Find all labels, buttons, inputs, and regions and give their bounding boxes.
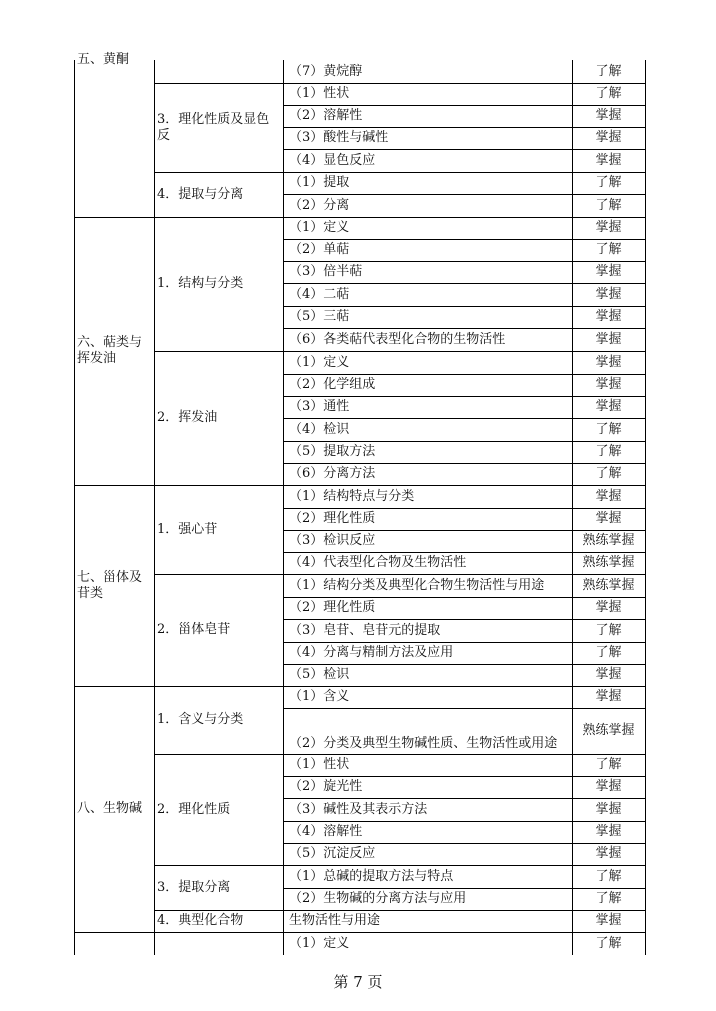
level-cell: 掌握 (595, 488, 622, 504)
topic-cell: 4．典型化合物 (157, 913, 244, 928)
table-vline (154, 60, 155, 955)
row-divider (283, 485, 646, 486)
level-cell: 掌握 (595, 331, 622, 347)
level-cell: 掌握 (595, 824, 622, 839)
topic-cell: 1．含义与分类 (157, 712, 244, 727)
level-cell: 了解 (595, 891, 622, 906)
item-cell: （2）理化性质 (289, 511, 376, 526)
item-cell: （2）旋光性 (289, 779, 363, 794)
row-divider (283, 821, 646, 822)
row-divider (283, 754, 646, 755)
topic-divider (154, 865, 283, 866)
topic-cell: 1．结构与分类 (157, 276, 244, 291)
topic-divider (154, 83, 283, 84)
item-cell: （5）检识 (289, 667, 350, 682)
topic-cell: 2．理化性质 (157, 801, 231, 817)
row-divider (283, 418, 646, 419)
item-cell: （5）沉淀反应 (289, 846, 376, 861)
section-cell: 七、甾体及 苷类 (77, 569, 143, 601)
level-cell: 熟练掌握 (582, 555, 635, 570)
item-cell: （2）生物碱的分离方法与应用 (289, 891, 467, 906)
item-cell: （2）分类及典型生物碱性质、生物活性或用途 (289, 736, 558, 751)
item-cell: （4）检识 (289, 421, 350, 437)
item-cell: （5）三萜 (289, 309, 350, 324)
item-cell: （3）通性 (289, 399, 350, 414)
level-cell: 掌握 (595, 354, 622, 370)
section-divider (74, 217, 154, 218)
item-cell: （7）黄烷醇 (289, 63, 363, 79)
row-divider (283, 642, 646, 643)
item-cell: （1）结构分类及典型化合物生物活性与用途 (289, 577, 545, 593)
item-cell: （1）定义 (289, 220, 350, 235)
level-cell: 熟练掌握 (582, 533, 635, 548)
topic-divider (154, 172, 283, 173)
item-cell: （2）化学组成 (289, 377, 376, 392)
item-cell: 生物活性与用途 (289, 913, 381, 928)
item-cell: （5）提取方法 (289, 444, 376, 459)
item-cell: （1）定义 (289, 354, 350, 370)
row-divider (283, 283, 646, 284)
row-divider (283, 396, 646, 397)
row-divider (283, 619, 646, 620)
level-cell: 了解 (595, 444, 622, 459)
topic-divider (154, 754, 283, 755)
topic-divider (154, 485, 283, 486)
level-cell: 掌握 (595, 779, 622, 794)
level-cell: 掌握 (595, 130, 622, 145)
item-cell: （4）代表型化合物及生物活性 (289, 555, 467, 570)
section-cell: 六、萜类与 挥发油 (77, 335, 143, 366)
topic-divider (154, 932, 283, 933)
level-cell: 了解 (595, 645, 622, 660)
row-divider (283, 306, 646, 307)
level-cell: 熟练掌握 (582, 723, 635, 738)
item-cell: （6）分离方法 (289, 466, 376, 481)
item-cell: （3）碱性及其表示方法 (289, 801, 428, 817)
item-cell: （2）分离 (289, 197, 350, 213)
level-cell: 掌握 (595, 689, 622, 704)
topic-divider (154, 574, 283, 575)
level-cell: 掌握 (595, 220, 622, 235)
level-cell: 掌握 (595, 846, 622, 861)
item-cell: （1）定义 (289, 935, 350, 951)
topic-cell: 3．理化性质及显色 反 (157, 111, 270, 143)
item-cell: （6）各类萜代表型化合物的生物活性 (289, 331, 506, 347)
section-cell: 五、黄酮 (77, 52, 130, 67)
row-divider (283, 149, 646, 150)
item-cell: （1）性状 (289, 86, 350, 101)
topic-cell: 3．提取分离 (157, 879, 231, 895)
section-divider (74, 485, 154, 486)
row-divider (283, 530, 646, 531)
item-cell: （2）单萜 (289, 242, 350, 257)
item-cell: （3）皂苷、皂苷元的提取 (289, 622, 441, 638)
row-divider (283, 932, 646, 933)
row-divider (283, 217, 646, 218)
level-cell: 了解 (595, 421, 622, 437)
topic-cell: 2．挥发油 (157, 410, 218, 425)
item-cell: （3）倍半萜 (289, 264, 363, 279)
topic-divider (154, 686, 283, 687)
row-divider (283, 843, 646, 844)
table-vline (74, 60, 75, 955)
level-cell: 掌握 (595, 801, 622, 817)
section-divider (74, 686, 154, 687)
level-cell: 熟练掌握 (582, 577, 635, 593)
item-cell: （1）性状 (289, 757, 350, 772)
row-divider (283, 463, 646, 464)
level-cell: 了解 (595, 242, 622, 257)
row-divider (283, 776, 646, 777)
topic-divider (154, 910, 283, 911)
row-divider (283, 172, 646, 173)
row-divider (283, 686, 646, 687)
item-cell: （1）结构特点与分类 (289, 488, 415, 504)
row-divider (283, 351, 646, 352)
level-cell: 掌握 (595, 399, 622, 414)
row-divider (283, 261, 646, 262)
level-cell: 掌握 (595, 309, 622, 324)
item-cell: （2）理化性质 (289, 600, 376, 615)
row-divider (283, 910, 646, 911)
section-cell: 八、生物碱 (77, 801, 143, 816)
level-cell: 了解 (595, 63, 622, 79)
row-divider (283, 83, 646, 84)
row-divider (283, 239, 646, 240)
row-divider (283, 105, 646, 106)
item-cell: （4）二萜 (289, 286, 350, 302)
level-cell: 掌握 (595, 913, 622, 928)
level-cell: 掌握 (595, 108, 622, 123)
level-cell: 了解 (595, 175, 622, 190)
level-cell: 了解 (595, 868, 622, 884)
page-number: 第 7 页 (333, 973, 383, 991)
row-divider (283, 127, 646, 128)
level-cell: 了解 (595, 935, 622, 951)
level-cell: 了解 (595, 757, 622, 772)
topic-cell: 1．强心苷 (157, 521, 218, 537)
topic-divider (154, 217, 283, 218)
row-divider (283, 194, 646, 195)
level-cell: 了解 (595, 197, 622, 213)
row-divider (283, 574, 646, 575)
level-cell: 掌握 (595, 286, 622, 302)
row-divider (283, 664, 646, 665)
level-cell: 了解 (595, 86, 622, 101)
level-cell: 掌握 (595, 264, 622, 279)
row-divider (283, 508, 646, 509)
row-divider (283, 888, 646, 889)
topic-cell: 2．甾体皂苷 (157, 622, 231, 637)
level-cell: 了解 (595, 466, 622, 481)
row-divider (283, 597, 646, 598)
topic-cell: 4．提取与分离 (157, 186, 244, 202)
item-cell: （3）检识反应 (289, 533, 376, 548)
row-divider (283, 328, 646, 329)
row-divider (283, 441, 646, 442)
row-divider (283, 798, 646, 799)
item-cell: （1）总碱的提取方法与特点 (289, 868, 454, 884)
item-cell: （4）显色反应 (289, 152, 376, 168)
row-divider (283, 374, 646, 375)
row-divider (283, 708, 646, 709)
level-cell: 掌握 (595, 600, 622, 615)
level-cell: 掌握 (595, 152, 622, 168)
level-cell: 掌握 (595, 511, 622, 526)
row-divider (283, 865, 646, 866)
level-cell: 掌握 (595, 377, 622, 392)
level-cell: 掌握 (595, 667, 622, 682)
item-cell: （4）溶解性 (289, 824, 363, 839)
section-divider (74, 932, 154, 933)
item-cell: （1）含义 (289, 689, 350, 704)
row-divider (283, 552, 646, 553)
item-cell: （3）酸性与碱性 (289, 130, 389, 145)
level-cell: 了解 (595, 622, 622, 638)
item-cell: （1）提取 (289, 175, 350, 190)
item-cell: （4）分离与精制方法及应用 (289, 645, 454, 660)
topic-divider (154, 351, 283, 352)
item-cell: （2）溶解性 (289, 108, 363, 123)
